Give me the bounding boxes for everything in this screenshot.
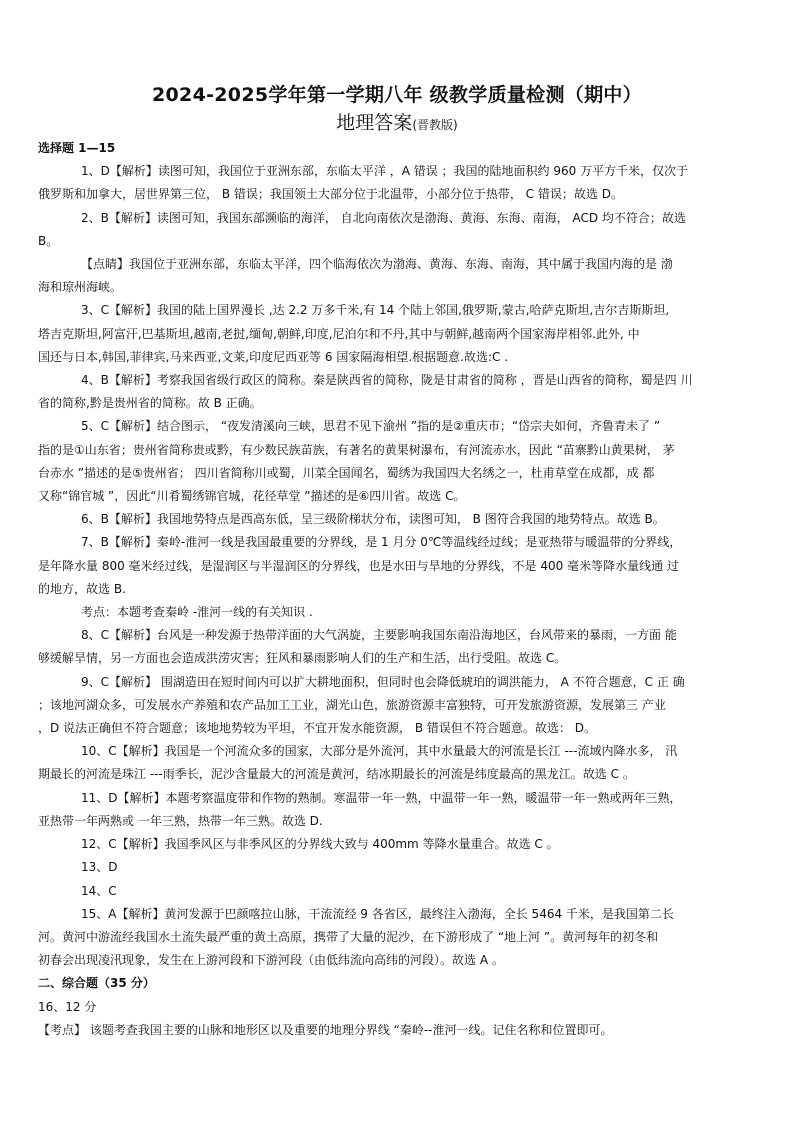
- text-line: B。: [38, 233, 59, 248]
- text-line: 够缓解旱情，另一方面也会造成洪涝灾害；狂风和暴雨影响人们的生产和生活，出行受阻。故选 C。: [38, 651, 567, 666]
- text-line: 【点睛】我国位于亚洲东部，东临太平洋，四个临海依次为渤海、黄海、东海、南海，其中属于我国内海的是 渤: [81, 257, 673, 272]
- text-line: 考点：本题考查秦岭 -淮河一线的有关知识 .: [81, 605, 313, 620]
- text-line: 9、C【解析】 围湖造田在短时间内可以扩大耕地面积，但同时也会降低琥珀的调洪能力， A 不符合题意，C 正 确: [81, 674, 685, 689]
- text-line: 的地方，故选 B.: [38, 581, 126, 596]
- text-line: 期最长的河流是珠江 ---雨季长，泥沙含量最大的河流是黄河，结冰期最长的河流是纬度最高的黑龙江。故选 C 。: [38, 767, 635, 782]
- text-line: 国还与日本,韩国,菲律宾,马来西亚,文莱,印度尼西亚等 6 国家隔海相望.根据题意.故选:C .: [38, 349, 509, 364]
- text-line: 14、C: [81, 883, 117, 898]
- text-line: 8、C【解析】台风是一种发源于热带洋面的大气涡旋，主要影响我国东南沿海地区，台风带来的暴雨，一方面 能: [81, 628, 677, 643]
- text-line: 6、B【解析】我国地势特点是西高东低，呈三级阶梯状分布，读图可知， B 图符合我国的地势特点。故选 B。: [81, 512, 665, 527]
- text-line: 2、B【解析】读图可知，我国东部濒临的海洋， 自北向南依次是渤海、黄海、东海、南海， ACD 均不符合；故选: [81, 210, 686, 225]
- text-line: 初春会出现凌汛现象，发生在上游河段和下游河段（由低纬流向高纬的河段）。故选 A 。: [38, 953, 504, 968]
- text-line: 11、D【解析】本题考察温度带和作物的熟制。寒温带一年一熟，中温带一年一熟，暖温带一年一熟或两年三熟，: [81, 790, 682, 805]
- text-line: 亚热带一年两熟或 一年三熟，热带一年三熟。故选 D.: [38, 813, 323, 828]
- text-line: 16、12 分: [38, 999, 97, 1014]
- text-line: ；该地河湖众多，可发展水产养殖和农产品加工工业，湖光山色，旅游资源丰富独特，可开发旅游资源，发展第三 产业: [38, 697, 666, 712]
- text-line: 又称“锦官城 ”，因此“川肴蜀绣锦官城，花径草堂 ”描述的是⑥四川省。故选 C。: [38, 489, 466, 504]
- text-line: ，D 说法正确但不符合题意；该地地势较为平坦，不宜开发水能资源， B 错误但不符合题意。故选： D。: [38, 721, 596, 736]
- text-line: 10、C【解析】我国是一个河流众多的国家，大部分是外流河，其中水量最大的河流是长江 ---流域内降水多， 汛: [81, 744, 678, 759]
- text-line: 二、综合题（35 分）: [38, 976, 155, 991]
- text-line: 是年降水量 800 毫米经过线，是湿润区与半湿润区的分界线，也是水田与旱地的分界线，不是 400 毫米等降水量线通 过: [38, 558, 679, 573]
- document-subtitle: [0, 108, 794, 135]
- text-line: 台赤水 ”描述的是⑤贵州省； 四川省简称川或蜀，川菜全国闻名，蜀绣为我国四大名绣之一，杜甫草堂在成都，成 都: [38, 465, 655, 480]
- text-line: 【考点】 该题考查我国主要的山脉和地形区以及重要的地理分界线 “秦岭--淮河一线。记住名称和位置即可。: [38, 1022, 613, 1037]
- text-line: 海和琼州海峡。: [38, 280, 123, 295]
- text-line: 河。黄河中游流经我国水土流失最严重的黄土高原，携带了大量的泥沙，在下游形成了 “地上河 ”。黄河每年的初冬和: [38, 929, 659, 944]
- text-line: 选择题 1—15: [38, 141, 116, 155]
- text-line: 1、D【解析】读图可知，我国位于亚洲东部，东临太平洋 ，A 错误 ；我国的陆地面积约 960 万平方千米，仅次于: [81, 164, 689, 179]
- text-line: 5、C【解析】结合图示， “夜发清溪向三峡，思君不见下渝州 ”指的是②重庆市；“岱宗夫如何，齐鲁青未了 ”: [81, 419, 661, 434]
- text-line: 俄罗斯和加拿大，居世界第三位， B 错误；我国领土大部分位于北温带，小部分位于热带， C 错误；故选 D。: [38, 187, 623, 202]
- answer-body: [38, 137, 752, 1042]
- text-line: 7、B【解析】秦岭-淮河一线是我国最重要的分界线，是 1 月分 0℃等温线经过线；是亚热带与暖温带的分界线，: [81, 535, 682, 550]
- text-line: 12、C【解析】我国季风区与非季风区的分界线大致与 400mm 等降水量重合。故选 C 。: [81, 837, 559, 852]
- text-line: 13、D: [81, 860, 118, 875]
- text-line: 省的简称,黔是贵州省的简称。故 B 正确。: [38, 396, 262, 411]
- text-line: 3、C【解析】我国的陆上国界漫长 ,达 2.2 万多千米,有 14 个陆上邻国,俄罗斯,蒙古,哈萨克斯坦,吉尔吉斯斯坦,: [81, 303, 670, 318]
- text-line: 指的是①山东省；贵州省简称贵或黔，有少数民族苗族，有著名的黄果树瀑布，有河流赤水，因此 “苗寨黔山黄果树， 茅: [38, 442, 675, 457]
- text-line: 4、B【解析】考察我国省级行政区的简称。秦是陕西省的简称，陇是甘肃省的简称 ，晋是山西省的简称，蜀是四 川: [81, 373, 693, 388]
- text-line: 15、A【解析】黄河发源于巴颜喀拉山脉，干流流经 9 各省区，最终注入渤海，全长 5464 千米，是我国第二长: [81, 906, 674, 921]
- edition-label: (晋教版): [412, 118, 458, 132]
- subtitle-text: 地理答案: [336, 112, 413, 134]
- document-title: 2024-2025学年第一学期八年 级教学质量检测（期中）: [152, 84, 642, 106]
- text-line: 塔吉克斯坦,阿富汗,巴基斯坦,越南,老挝,缅甸,朝鲜,印度,尼泊尔和不丹,其中与朝鲜,越南两个国家海岸相邻.此外, 中: [38, 326, 640, 341]
